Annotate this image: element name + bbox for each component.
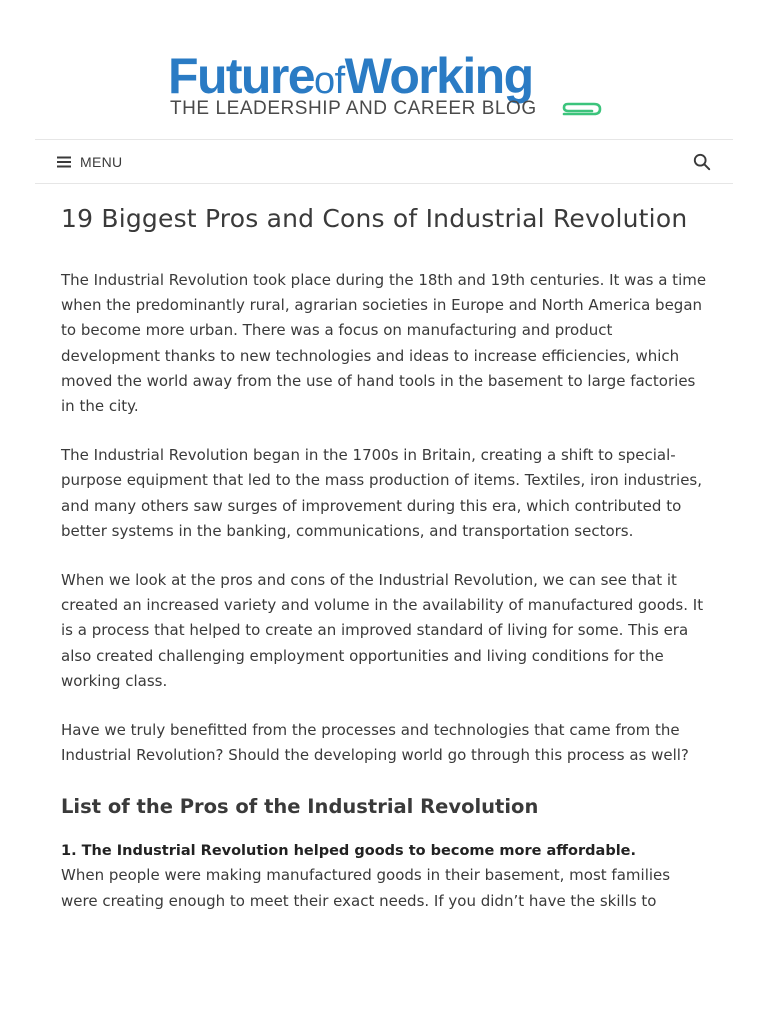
article-title: 19 Biggest Pros and Cons of Industrial Revolution — [61, 204, 688, 233]
menu-button[interactable] — [57, 140, 122, 183]
logo-part-working: Working — [344, 48, 533, 104]
article-paragraph: The Industrial Revolution began in the 1700s in Britain, creating a shift to special-purpose equipment that led to the mass production of items. Textiles, iron industries, and many others saw surges of improvement during this era, which contributed to better systems in the banking, communications, and transportation sectors. — [61, 446, 703, 540]
logo-tagline: THE LEADERSHIP AND CAREER BLOG — [170, 98, 537, 119]
menu-label: MENU — [80, 153, 123, 170]
main-navigation — [35, 139, 733, 184]
pro-item-heading: 1. The Industrial Revolution helped goods to become more affordable. — [61, 843, 637, 860]
logo-part-of: of — [313, 60, 345, 102]
section-heading-pros: List of the Pros of the Industrial Revolution — [61, 795, 539, 819]
paperclip-icon — [558, 98, 604, 120]
logo-part-future: Future — [168, 48, 314, 104]
site-logo[interactable] — [168, 48, 608, 126]
site-header — [0, 0, 768, 139]
search-icon[interactable] — [693, 153, 711, 171]
article-paragraph: When we look at the pros and cons of the Industrial Revolution, we can see that it created an increased variety and volume in the availability of manufactured goods. It is a process that helped to create an improved standard of living for some. This era also created challenging employment opportunities and living conditions for the working class. — [61, 571, 704, 690]
article-paragraph: Have we truly benefitted from the processes and technologies that came from the Industrial Revolution? Should the developing world go through this process as well? — [61, 721, 689, 765]
hamburger-menu-icon — [57, 156, 71, 168]
pro-item-body: When people were making manufactured goods in their basement, most families were creating enough to meet their exact needs. If you didn’t have the skills to — [61, 866, 671, 910]
article-paragraph: The Industrial Revolution took place during the 18th and 19th centuries. It was a time when the predominantly rural, agrarian societies in Europe and North America began to become more urban. There was a focus on manufacturing and product development thanks to new technologies and ideas to increase efficiencies, which moved the world away from the use of hand tools in the basement to large factories in the city. — [61, 271, 707, 416]
article-content — [61, 200, 711, 914]
